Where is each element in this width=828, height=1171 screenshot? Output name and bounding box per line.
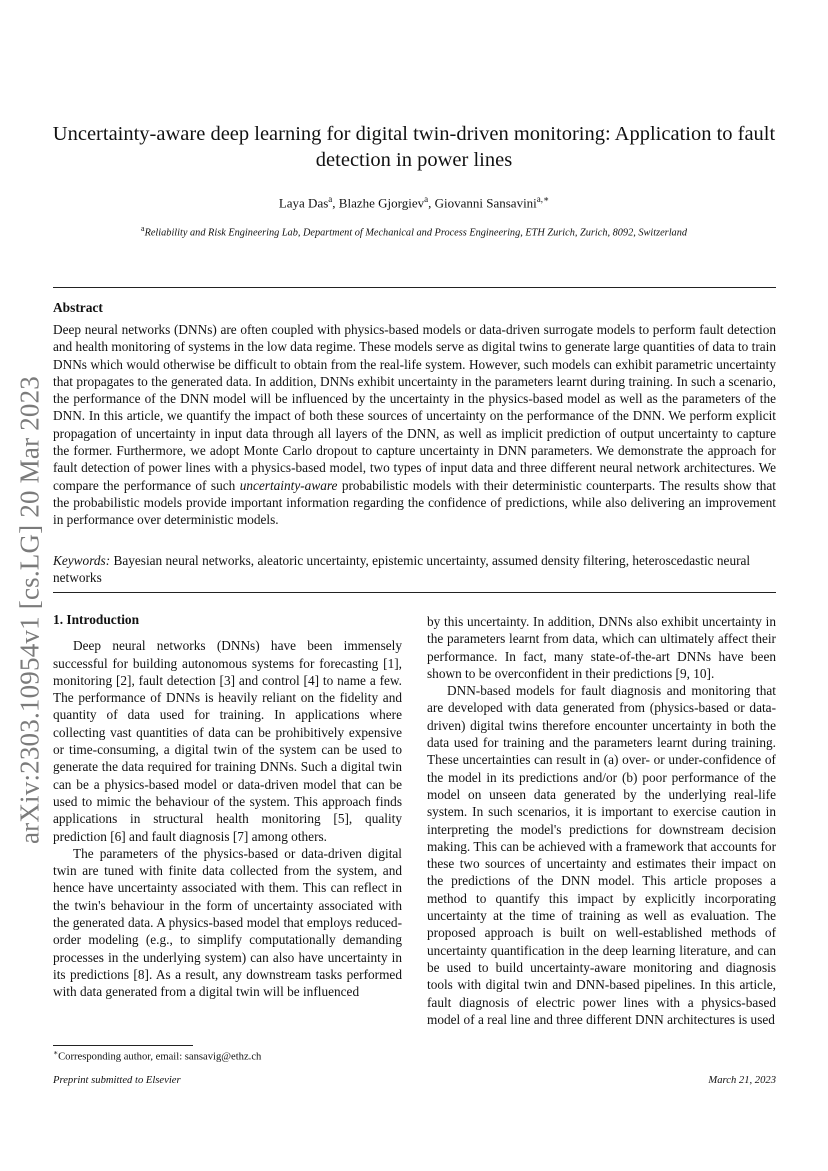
author-name: Blazhe Gjorgiev bbox=[338, 195, 425, 211]
keywords bbox=[53, 552, 776, 587]
footnote-mark: ∗ bbox=[53, 1048, 59, 1057]
left-column bbox=[53, 611, 402, 1001]
abstract-top-rule bbox=[53, 287, 776, 288]
footer-venue: Preprint submitted to Elsevier bbox=[53, 1075, 181, 1086]
abstract-bottom-rule bbox=[53, 592, 776, 593]
footnote bbox=[53, 1048, 261, 1063]
author-affil-mark: a bbox=[424, 194, 429, 204]
body-paragraph: by this uncertainty. In addition, DNNs also exhibit uncertainty in the parameters learnt from data, which can ultimately affect their performance. In fact, many state-of-the-art DNNs have been shown to be overconfident in their predictions [9, 10]. bbox=[427, 614, 776, 681]
footer-date: March 21, 2023 bbox=[708, 1075, 776, 1086]
author-name: Laya Das bbox=[278, 195, 329, 211]
keywords-label: Keywords: bbox=[53, 553, 111, 568]
abstract-heading: Abstract bbox=[53, 300, 103, 315]
abstract-body-2: probabilistic models with their deterministic counterparts. The results show that the probabilistic models provide important information regarding the confidence of predictions, while also delivering an improvement in performance over deterministic models. bbox=[53, 477, 776, 528]
body-paragraph: The parameters of the physics-based or data-driven digital twin are tuned with finite data collected from the system, and hence have uncertainty associated with them. This can reflect in the twin's behaviour in the form of uncertainty associated with the generated data. A physics-based model that employs reduced-order modeling (e.g., to simplify computationally demanding processes in the underlying system) can also have uncertainty in its predictions [8]. As a result, any downstream tasks performed with data generated from a digital twin will be influenced bbox=[53, 845, 402, 1000]
author-list: Laya Das$^a$, Blazhe Gjorgiev$^a$, Giovanni Sansavini$^{a,∗}$ bbox=[278, 194, 550, 211]
body-paragraph: DNN-based models for fault diagnosis and monitoring that are developed with data generated from (physics-based or data-driven) digital twins therefore encounter uncertainty in both the data used for training and the parameters learnt during training. These uncertainties can result in (a) over- or under-confidence of the model in its predictions and/or (b) poor performance of the model on unseen data generated by the underlying real-life system. In such scenarios, it is important to exercise caution in interpreting the model's predictions for downstream decision making. This can be achieved with a framework that accounts for these two sources of uncertainty and estimates their impact on the predictions of the DNN model. This article proposes a method to quantify this impact by explicitly incorporating uncertainty at the time of training as well as evaluation. The proposed approach is built on well-established methods of uncertainty quantification in the deep learning literature, and can be used to build uncertainty-aware monitoring and diagnosis tools with digital twin and DNN-based pipelines. In this article, fault diagnosis of electric power lines with a physics-based model of a real line and three different DNN architectures is used bbox=[427, 683, 776, 1027]
keywords-text: Bayesian neural networks, aleatoric uncertainty, epistemic uncertainty, assumed density filtering, heteroscedastic neural networks bbox=[53, 553, 751, 586]
author-affil-mark: a bbox=[328, 194, 333, 204]
affiliation-text: Reliability and Risk Engineering Lab, Department of Mechanical and Process Engineering, ETH Zurich, Zurich, 8092, Switzerland bbox=[144, 227, 687, 239]
author-name: Giovanni Sansavini bbox=[434, 195, 537, 211]
footnote-text: Corresponding author, email: sansavig@ethz.ch bbox=[58, 1051, 262, 1063]
body-paragraph: Deep neural networks (DNNs) have been immensely successful for building autonomous systems for forecasting [1], monitoring [2], fault detection [3] and control [4] to name a few. The performance of DNNs is heavily reliant on the fidelity and quantity of data used for training. In applications where collecting vast quantities of data can be prohibitively expensive or time-consuming, a digital twin of the system can be used to generate the data required for training DNNs. Such a digital twin can be a physics-based model or data-driven model that can be used to mimic the behaviour of the system. This approach finds applications in structural health monitoring [5], quality prediction [6] and fault diagnosis [7] among others. bbox=[53, 638, 402, 844]
affiliation-mark: a bbox=[141, 224, 145, 233]
affiliation bbox=[0, 224, 828, 238]
footnote-rule bbox=[53, 1045, 193, 1046]
abstract-body-1: Deep neural networks (DNNs) are often coupled with physics-based models or data-driven surrogate models to perform fault detection and health monitoring of systems in the low data regime. These models serve as digital twins to generate large quantities of data to train DNNs which would otherwise be difficult to obtain from the real-life system. However, such models can exhibit parametric uncertainty that propagates to the generated data. In addition, DNNs exhibit uncertainty in the parameters learnt during training. In such a scenario, the performance of the DNN model will be influenced by the uncertainty in the physics-based model as well as the parameters of the DNN. In this article, we quantify the impact of both these sources of uncertainty on the performance of the DNN. We perform explicit propagation of uncertainty in input data through all layers of the DNN, as well as implicit prediction of output uncertainty to capture the former. Furthermore, we adopt Monte Carlo dropout to capture uncertainty in DNN parameters. We demonstrate the approach for fault detection of power lines with a physics-based model, two types of input data and three different neural network architectures. We compare the performance of such bbox=[53, 322, 776, 493]
abstract-emphasis: uncertainty-aware bbox=[239, 477, 338, 493]
right-column bbox=[427, 613, 776, 1028]
abstract-text bbox=[53, 321, 776, 529]
arxiv-side-stamp bbox=[10, 360, 50, 860]
arxiv-identifier[interactable]: arXiv:2303.10954v1 [cs.LG] 20 Mar 2023 bbox=[14, 375, 45, 845]
paper-title: Uncertainty-aware deep learning for digital twin-driven monitoring: Application to fault detection in power lines bbox=[52, 123, 776, 171]
author-affil-mark: a,∗ bbox=[536, 194, 550, 204]
section-heading: 1. Introduction bbox=[53, 612, 140, 627]
